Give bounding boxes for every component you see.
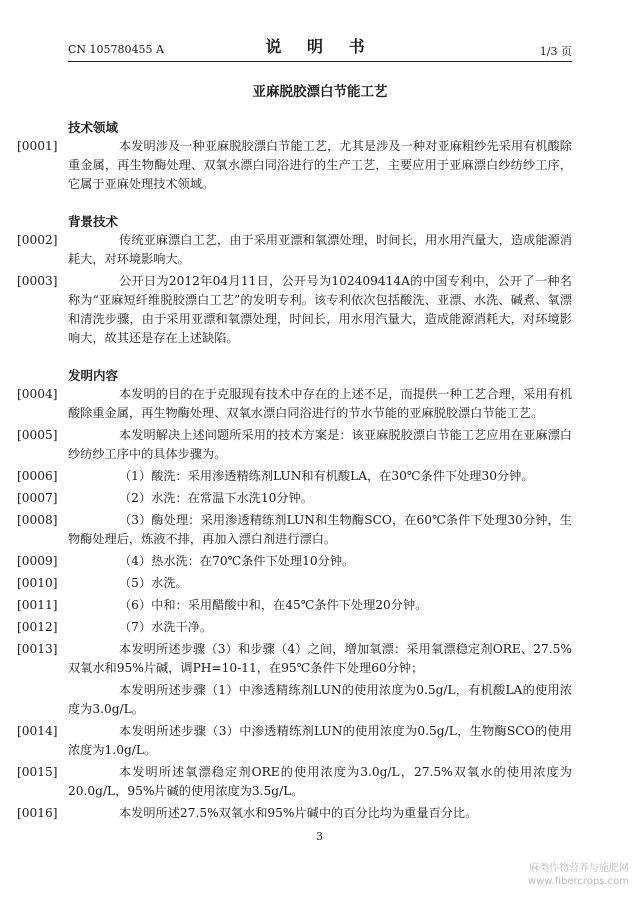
paragraph <box>17 511 572 549</box>
paragraph-text: 本发明所述27.5%双氧水和95%片碱中的百分比均为重量百分比。 <box>119 806 478 820</box>
paragraph-text: 本发明的目的在于克服现有技术中存在的上述不足，而提供一种工艺合理，采用有机酸除重金属，再生物酶处理、双氧水漂白同浴进行的节水节能的亚麻脱胶漂白节能工艺。 <box>68 387 572 420</box>
paragraph-text: 本发明所述步骤（1）中渗透精练剂LUN的使用浓度为0.5g/L，有机酸LA的使用浓度为3.0g/L。 <box>68 683 572 716</box>
paragraph <box>17 574 572 593</box>
watermark-site-name: 麻类作物营养与施肥网 <box>529 863 629 874</box>
paragraph-text: （4）热水洗：在70℃条件下处理10分钟。 <box>119 554 355 568</box>
paragraph-number: [0011] <box>17 598 58 612</box>
paragraph <box>17 722 572 760</box>
paragraph-number: [0006] <box>17 469 58 483</box>
paragraph <box>17 804 572 823</box>
paragraph-text: （3）酶处理：采用渗透精练剂LUN和生物酶SCO，在60℃条件下处理30分钟，生物酶处理后，炼液不排，再加入漂白剂进行漂白。 <box>68 513 572 546</box>
paragraph-text: 公开日为2012年04月11日，公开号为102409414A的中国专利中，公开了一种名称为“亚麻短纤维脱胶漂白工艺”的发明专利。该专利依次包括酸洗、亚漂、水洗、碱煮、氧漂和清洗步骤，由于采用亚漂和氧漂处理，时间长，用水用汽量大，造成能源消耗大，对环境影响大，故其还是存在上述缺陷。 <box>68 274 572 345</box>
paragraph-number: [0009] <box>17 554 58 568</box>
site-watermark <box>528 862 629 888</box>
paragraph <box>17 640 572 678</box>
paragraph-number: [0014] <box>17 724 58 738</box>
paragraph-number: [0016] <box>17 806 58 820</box>
paragraph-text: 本发明涉及一种亚麻脱胶漂白节能工艺，尤其是涉及一种对亚麻粗纱先采用有机酸除重金属，再生物酶处理、双氧水漂白同浴进行的生产工艺，主要应用于亚麻漂白纱纺纱工序，它属于亚麻处理技术领域。 <box>68 139 572 191</box>
paragraph-number: [0005] <box>17 428 58 442</box>
paragraph-text: （6）中和：采用醋酸中和，在45℃条件下处理20分钟。 <box>119 598 428 612</box>
header-rule <box>68 61 572 62</box>
patent-number: CN 105780455 A <box>68 43 164 56</box>
paragraph-number: [0002] <box>17 233 58 247</box>
paragraph <box>68 681 572 719</box>
paragraph-number: [0010] <box>17 576 58 590</box>
watermark-url: www.fibercrops.com <box>527 876 629 887</box>
document-title: 亚麻脱胶漂白节能工艺 <box>252 84 388 100</box>
paragraph-number: [0012] <box>17 620 58 634</box>
page-number: 3 <box>316 830 323 843</box>
paragraph-text: 本发明所述步骤（3）和步骤（4）之间，增加氧漂：采用氧漂稳定剂ORE、27.5%双氧水和95%片碱，调PH=10-11，在95℃条件下处理60分钟； <box>68 642 572 675</box>
paragraph <box>17 426 572 464</box>
paragraph-number: [0013] <box>17 642 58 656</box>
paragraph-text: 本发明所述氧漂稳定剂ORE的使用浓度为3.0g/L，27.5%双氧水的使用浓度为20.0g/L，95%片碱的使用浓度为3.5g/L。 <box>68 765 572 798</box>
section-heading: 发明内容 <box>68 368 119 383</box>
paragraph-text: 传统亚麻漂白工艺，由于采用亚漂和氧漂处理，时间长，用水用汽量大，造成能源消耗大，对环境影响大。 <box>68 233 572 266</box>
paragraph <box>17 763 572 801</box>
section-background <box>17 212 572 348</box>
paragraph <box>17 618 572 637</box>
section-summary <box>17 366 572 823</box>
section-label: 说 明 书 <box>265 37 375 56</box>
paragraph <box>17 552 572 571</box>
section-heading: 技术领域 <box>68 120 119 135</box>
paragraph-number: [0003] <box>17 274 58 288</box>
paragraph <box>17 489 572 508</box>
paragraph-number: [0008] <box>17 513 58 527</box>
page-info: 1/3 页 <box>539 45 572 58</box>
section-tech-field <box>17 118 572 194</box>
paragraph-text: （1）酸洗：采用渗透精练剂LUN和有机酸LA，在30℃条件下处理30分钟。 <box>119 469 534 483</box>
paragraph-text: 本发明解决上述问题所采用的技术方案是：该亚麻脱胶漂白节能工艺应用在亚麻漂白纱纺纱工序中的具体步骤为。 <box>68 428 572 461</box>
paragraph <box>17 596 572 615</box>
paragraph <box>17 272 572 348</box>
paragraph <box>17 467 572 486</box>
paragraph-text: 本发明所述步骤（3）中渗透精练剂LUN的使用浓度为0.5g/L，生物酶SCO的使用浓度为1.0g/L。 <box>68 724 572 757</box>
paragraph <box>17 137 572 194</box>
page-header <box>68 34 572 60</box>
paragraph-number: [0015] <box>17 765 58 779</box>
paragraph-text: （5）水洗。 <box>119 576 188 590</box>
paragraph <box>17 385 572 423</box>
section-heading: 背景技术 <box>68 214 119 229</box>
paragraph-number: [0007] <box>17 491 58 505</box>
paragraph-number: [0001] <box>17 139 58 153</box>
paragraph <box>17 231 572 269</box>
paragraph-text: （2）水洗：在常温下水洗10分钟。 <box>119 491 313 505</box>
document-body <box>17 118 572 826</box>
paragraph-text: （7）水洗干净。 <box>119 620 213 634</box>
paragraph-number: [0004] <box>17 387 58 401</box>
